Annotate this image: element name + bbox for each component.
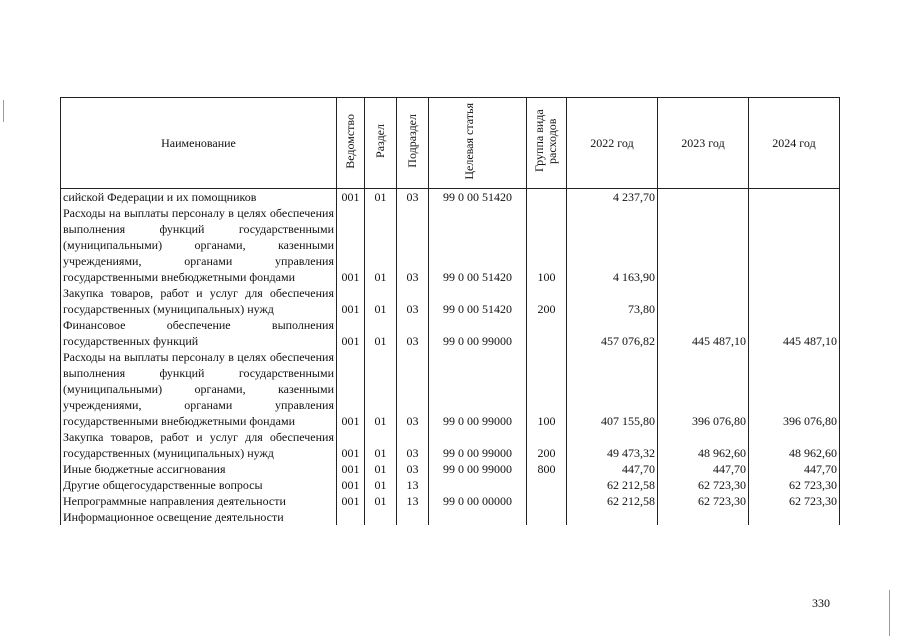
row-2023: 396 076,80 bbox=[658, 349, 749, 429]
row-2023: 445 487,10 bbox=[658, 317, 749, 349]
table-row bbox=[61, 461, 840, 477]
row-2022: 407 155,80 bbox=[567, 349, 658, 429]
col-header-celevaya bbox=[429, 98, 527, 189]
row-vedomstvo: 001 bbox=[337, 189, 365, 206]
row-celevaya bbox=[429, 509, 527, 525]
row-razdel: 01 bbox=[365, 205, 397, 285]
row-2022: 4 237,70 bbox=[567, 189, 658, 206]
row-gruppa: 200 bbox=[527, 285, 567, 317]
col-header-name: Наименование bbox=[61, 98, 337, 189]
row-2024: 62 723,30 bbox=[749, 493, 840, 509]
row-gruppa bbox=[527, 509, 567, 525]
row-vedomstvo: 001 bbox=[337, 477, 365, 493]
col-header-razdel bbox=[365, 98, 397, 189]
row-2023: 48 962,60 bbox=[658, 429, 749, 461]
row-2024 bbox=[749, 285, 840, 317]
row-celevaya: 99 0 00 00000 bbox=[429, 493, 527, 509]
row-2024: 447,70 bbox=[749, 461, 840, 477]
row-podrazdel: 03 bbox=[397, 189, 429, 206]
row-2022: 447,70 bbox=[567, 461, 658, 477]
table-row bbox=[61, 493, 840, 509]
row-name: Другие общегосударственные вопросы bbox=[61, 477, 337, 493]
col-header-2023: 2023 год bbox=[658, 98, 749, 189]
row-vedomstvo: 001 bbox=[337, 349, 365, 429]
row-2024: 48 962,60 bbox=[749, 429, 840, 461]
row-podrazdel: 03 bbox=[397, 205, 429, 285]
row-2024 bbox=[749, 509, 840, 525]
row-razdel: 01 bbox=[365, 429, 397, 461]
row-gruppa bbox=[527, 317, 567, 349]
row-gruppa bbox=[527, 477, 567, 493]
row-podrazdel: 03 bbox=[397, 317, 429, 349]
row-2024 bbox=[749, 205, 840, 285]
left-margin-line bbox=[3, 100, 4, 122]
col-header-2022: 2022 год bbox=[567, 98, 658, 189]
row-razdel: 01 bbox=[365, 461, 397, 477]
row-podrazdel bbox=[397, 509, 429, 525]
row-name: Непрограммные направления деятельности bbox=[61, 493, 337, 509]
table-row bbox=[61, 285, 840, 317]
row-2024: 445 487,10 bbox=[749, 317, 840, 349]
col-header-gruppa bbox=[527, 98, 567, 189]
row-celevaya: 99 0 00 99000 bbox=[429, 349, 527, 429]
row-name: сийской Федерации и их помощников bbox=[61, 189, 337, 206]
row-vedomstvo: 001 bbox=[337, 317, 365, 349]
row-celevaya: 99 0 00 51420 bbox=[429, 285, 527, 317]
row-razdel: 01 bbox=[365, 317, 397, 349]
row-vedomstvo: 001 bbox=[337, 493, 365, 509]
row-2023 bbox=[658, 205, 749, 285]
row-name: Закупка товаров, работ и услуг для обеспечения государственных (муниципальных) нужд bbox=[61, 285, 337, 317]
row-podrazdel: 13 bbox=[397, 493, 429, 509]
row-celevaya bbox=[429, 477, 527, 493]
row-celevaya: 99 0 00 99000 bbox=[429, 461, 527, 477]
table-row bbox=[61, 509, 840, 525]
row-gruppa: 800 bbox=[527, 461, 567, 477]
row-celevaya: 99 0 00 51420 bbox=[429, 189, 527, 206]
row-razdel: 01 bbox=[365, 349, 397, 429]
table-row bbox=[61, 205, 840, 285]
row-2024: 62 723,30 bbox=[749, 477, 840, 493]
budget-table bbox=[60, 97, 840, 525]
table-row bbox=[61, 477, 840, 493]
row-gruppa: 200 bbox=[527, 429, 567, 461]
row-celevaya: 99 0 00 51420 bbox=[429, 205, 527, 285]
page-number: 330 bbox=[812, 596, 830, 610]
table-row bbox=[61, 429, 840, 461]
row-razdel: 01 bbox=[365, 477, 397, 493]
row-podrazdel: 03 bbox=[397, 285, 429, 317]
row-razdel: 01 bbox=[365, 189, 397, 206]
col-header-gruppa-text: Группа вида расходов bbox=[531, 109, 559, 173]
col-header-razdel-text: Раздел bbox=[373, 124, 387, 158]
row-2022: 49 473,32 bbox=[567, 429, 658, 461]
row-gruppa: 100 bbox=[527, 205, 567, 285]
row-name: Закупка товаров, работ и услуг для обеспечения государственных (муниципальных) нужд bbox=[61, 429, 337, 461]
row-razdel bbox=[365, 509, 397, 525]
table-header-row bbox=[61, 98, 840, 189]
row-2022: 62 212,58 bbox=[567, 477, 658, 493]
row-gruppa: 100 bbox=[527, 349, 567, 429]
row-razdel: 01 bbox=[365, 493, 397, 509]
row-gruppa bbox=[527, 493, 567, 509]
row-podrazdel: 03 bbox=[397, 429, 429, 461]
row-celevaya: 99 0 00 99000 bbox=[429, 429, 527, 461]
table-body bbox=[61, 189, 840, 526]
row-razdel: 01 bbox=[365, 285, 397, 317]
row-2023: 62 723,30 bbox=[658, 493, 749, 509]
row-2023 bbox=[658, 285, 749, 317]
row-name: Информационное освещение деятельности bbox=[61, 509, 337, 525]
row-2023: 447,70 bbox=[658, 461, 749, 477]
row-2022: 4 163,90 bbox=[567, 205, 658, 285]
row-name: Расходы на выплаты персоналу в целях обеспечения выполнения функций государственными (муниципальными) органами, казенными учреждениями, органами управления государственными внебюджетными фондами bbox=[61, 205, 337, 285]
row-podrazdel: 03 bbox=[397, 349, 429, 429]
row-podrazdel: 03 bbox=[397, 461, 429, 477]
row-gruppa bbox=[527, 189, 567, 206]
col-header-vedomstvo-text: Ведомство bbox=[343, 113, 357, 169]
row-name: Финансовое обеспечение выполнения государственных функций bbox=[61, 317, 337, 349]
row-podrazdel: 13 bbox=[397, 477, 429, 493]
row-vedomstvo: 001 bbox=[337, 429, 365, 461]
row-vedomstvo: 001 bbox=[337, 461, 365, 477]
table-row bbox=[61, 189, 840, 206]
row-2022: 62 212,58 bbox=[567, 493, 658, 509]
row-name: Иные бюджетные ассигнования bbox=[61, 461, 337, 477]
col-header-celevaya-text: Целевая статья bbox=[461, 102, 476, 180]
row-2023: 62 723,30 bbox=[658, 477, 749, 493]
row-vedomstvo bbox=[337, 509, 365, 525]
row-name: Расходы на выплаты персоналу в целях обеспечения выполнения функций государственными (муниципальными) органами, казенными учреждениями, органами управления государственными внебюджетными фондами bbox=[61, 349, 337, 429]
table-row bbox=[61, 317, 840, 349]
row-2024: 396 076,80 bbox=[749, 349, 840, 429]
row-vedomstvo: 001 bbox=[337, 205, 365, 285]
right-margin-line bbox=[889, 590, 890, 636]
row-celevaya: 99 0 00 99000 bbox=[429, 317, 527, 349]
col-header-podrazdel-text: Подраздел bbox=[405, 114, 419, 168]
col-header-2024: 2024 год bbox=[749, 98, 840, 189]
row-2022: 457 076,82 bbox=[567, 317, 658, 349]
table-row bbox=[61, 349, 840, 429]
col-header-vedomstvo bbox=[337, 98, 365, 189]
row-2023 bbox=[658, 189, 749, 206]
row-2023 bbox=[658, 509, 749, 525]
row-2024 bbox=[749, 189, 840, 206]
row-2022 bbox=[567, 509, 658, 525]
row-vedomstvo: 001 bbox=[337, 285, 365, 317]
col-header-podrazdel bbox=[397, 98, 429, 189]
row-2022: 73,80 bbox=[567, 285, 658, 317]
